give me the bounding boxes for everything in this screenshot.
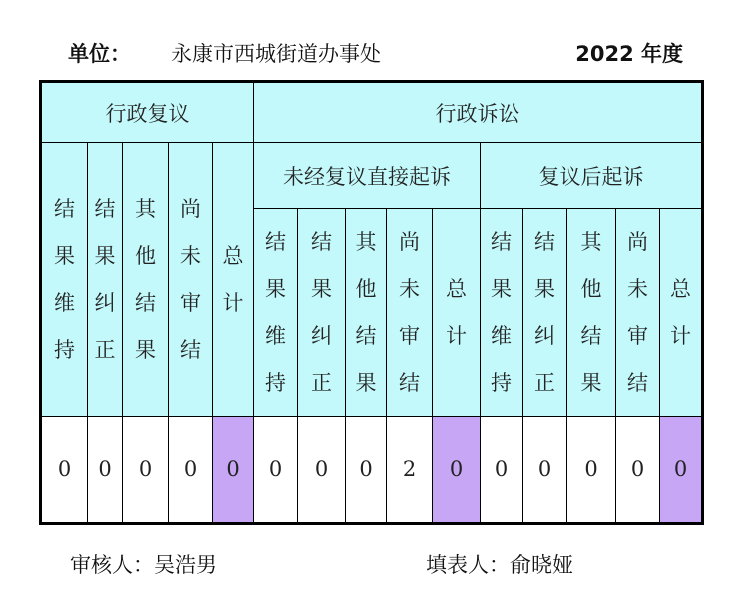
value-cell: 0 bbox=[88, 417, 123, 524]
value-cell: 0 bbox=[169, 417, 213, 524]
total-cell: 0 bbox=[433, 417, 481, 524]
unit-value: 永康市西城街道办事处 bbox=[171, 42, 381, 66]
col-direct-corrected: 结果纠正 bbox=[298, 209, 346, 417]
col-after-total: 总计 bbox=[660, 209, 703, 417]
col-direct-upheld: 结果维持 bbox=[254, 209, 298, 417]
report-year: 2022 年度 bbox=[575, 42, 683, 66]
col-direct-other: 其他结果 bbox=[346, 209, 387, 417]
value-cell: 0 bbox=[616, 417, 660, 524]
subgroup-direct-suit: 未经复议直接起诉 bbox=[254, 143, 481, 209]
form-filler: 填表人：俞晓娅 bbox=[426, 553, 573, 577]
value-cell: 0 bbox=[346, 417, 387, 524]
total-cell: 0 bbox=[660, 417, 703, 524]
value-cell: 0 bbox=[523, 417, 567, 524]
value-cell: 0 bbox=[567, 417, 616, 524]
unit-line bbox=[68, 38, 381, 68]
unit-label: 单位： bbox=[68, 42, 131, 66]
col-after-upheld: 结果维持 bbox=[481, 209, 523, 417]
value-cell: 0 bbox=[41, 417, 88, 524]
col-after-pending: 尚未审结 bbox=[616, 209, 660, 417]
col-after-other: 其他结果 bbox=[567, 209, 616, 417]
value-cell: 2 bbox=[387, 417, 433, 524]
value-cell: 0 bbox=[481, 417, 523, 524]
col-direct-pending: 尚未审结 bbox=[387, 209, 433, 417]
col-review-pending: 尚未审结 bbox=[169, 143, 213, 417]
group-admin-litigation: 行政诉讼 bbox=[254, 82, 703, 143]
value-cell: 0 bbox=[123, 417, 169, 524]
col-review-upheld: 结果维持 bbox=[41, 143, 88, 417]
col-review-other: 其他结果 bbox=[123, 143, 169, 417]
col-direct-total: 总计 bbox=[433, 209, 481, 417]
reviewer: 审核人：吴浩男 bbox=[70, 553, 217, 577]
statistics-table bbox=[39, 80, 704, 525]
total-cell: 0 bbox=[213, 417, 254, 524]
col-review-total: 总计 bbox=[213, 143, 254, 417]
value-cell: 0 bbox=[254, 417, 298, 524]
col-review-corrected: 结果纠正 bbox=[88, 143, 123, 417]
value-cell: 0 bbox=[298, 417, 346, 524]
subgroup-after-review: 复议后起诉 bbox=[481, 143, 703, 209]
group-admin-review: 行政复议 bbox=[41, 82, 254, 143]
col-after-corrected: 结果纠正 bbox=[523, 209, 567, 417]
